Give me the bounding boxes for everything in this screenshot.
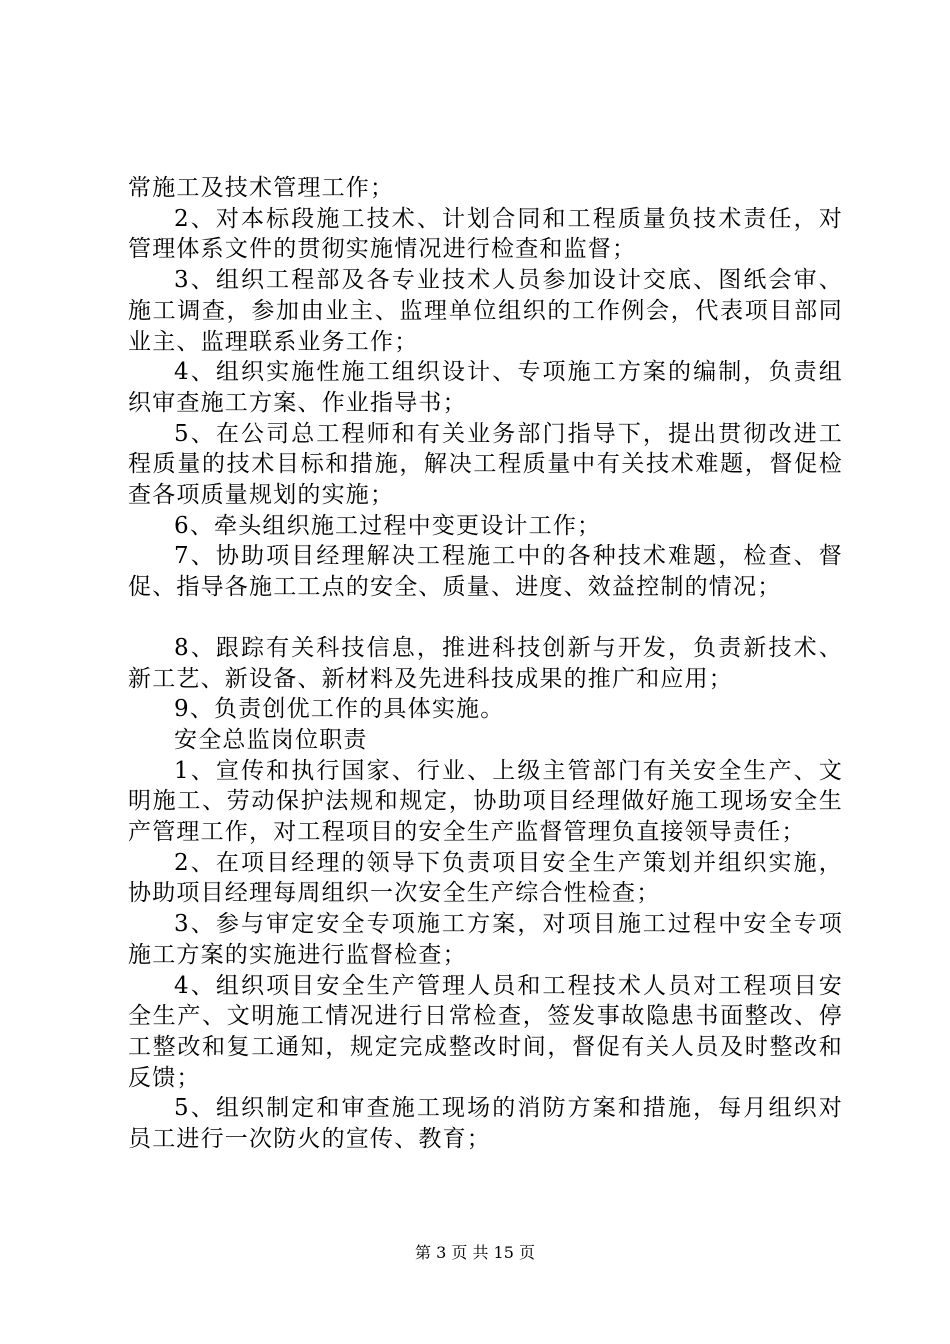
safety-item-1: 1、宣传和执行国家、行业、上级主管部门有关安全生产、文明施工、劳动保护法规和规定，协助项目经理做好施工现场安全生产管理工作，对工程项目的安全生产监督管理负直接领导责任； (128, 757, 843, 846)
paragraph-item-4: 4、组织实施性施工组织设计、专项施工方案的编制，负责组织审查施工方案、作业指导书； (128, 359, 843, 416)
page-number-footer: 第 3 页 共 15 页 (415, 1243, 535, 1262)
paragraph-item-6: 6、牵头组织施工过程中变更设计工作； (174, 512, 602, 539)
document-body (128, 173, 843, 1155)
paragraph-continuation: 常施工及技术管理工作； (128, 175, 395, 201)
paragraph-item-2: 2、对本标段施工技术、计划合同和工程质量负技术责任，对管理体系文件的贯彻实施情况进行检查和监督； (128, 205, 843, 263)
paragraph-item-3: 3、组织工程部及各专业技术人员参加设计交底、图纸会审、施工调查，参加由业主、监理单位组织的工作例会，代表项目部同业主、监理联系业务工作； (128, 267, 843, 355)
paragraph-item-8: 8、跟踪有关科技信息，推进科技创新与开发，负责新技术、新工艺、新设备、新材料及先进科技成果的推广和应用； (128, 634, 843, 692)
paragraph-item-9: 9、负责创优工作的具体实施。 (174, 696, 505, 723)
safety-item-5: 5、组织制定和审查施工现场的消防方案和措施，每月组织对员工进行一次防火的宣传、教育； (128, 1095, 843, 1153)
section-heading-safety-director: 安全总监岗位职责 (174, 726, 368, 753)
paragraph-item-5: 5、在公司总工程师和有关业务部门指导下，提出贯彻改进工程质量的技术目标和措施，解决工程质量中有关技术难题，督促检查各项质量规划的实施； (128, 420, 843, 509)
safety-item-2: 2、在项目经理的领导下负责项目安全生产策划并组织实施，协助项目经理每周组织一次安全生产综合性检查； (128, 849, 843, 907)
safety-item-4: 4、组织项目安全生产管理人员和工程技术人员对工程项目安全生产、文明施工情况进行日常检查，签发事故隐患书面整改、停工整改和复工通知，规定完成整改时间，督促有关人员及时整改和反馈； (128, 972, 843, 1091)
paragraph-item-7: 7、协助项目经理解决工程施工中的各种技术难题，检查、督促、指导各施工工点的安全、质量、进度、效益控制的情况； (128, 543, 843, 601)
safety-item-3: 3、参与审定安全专项施工方案，对项目施工过程中安全专项施工方案的实施进行监督检查； (128, 911, 843, 968)
